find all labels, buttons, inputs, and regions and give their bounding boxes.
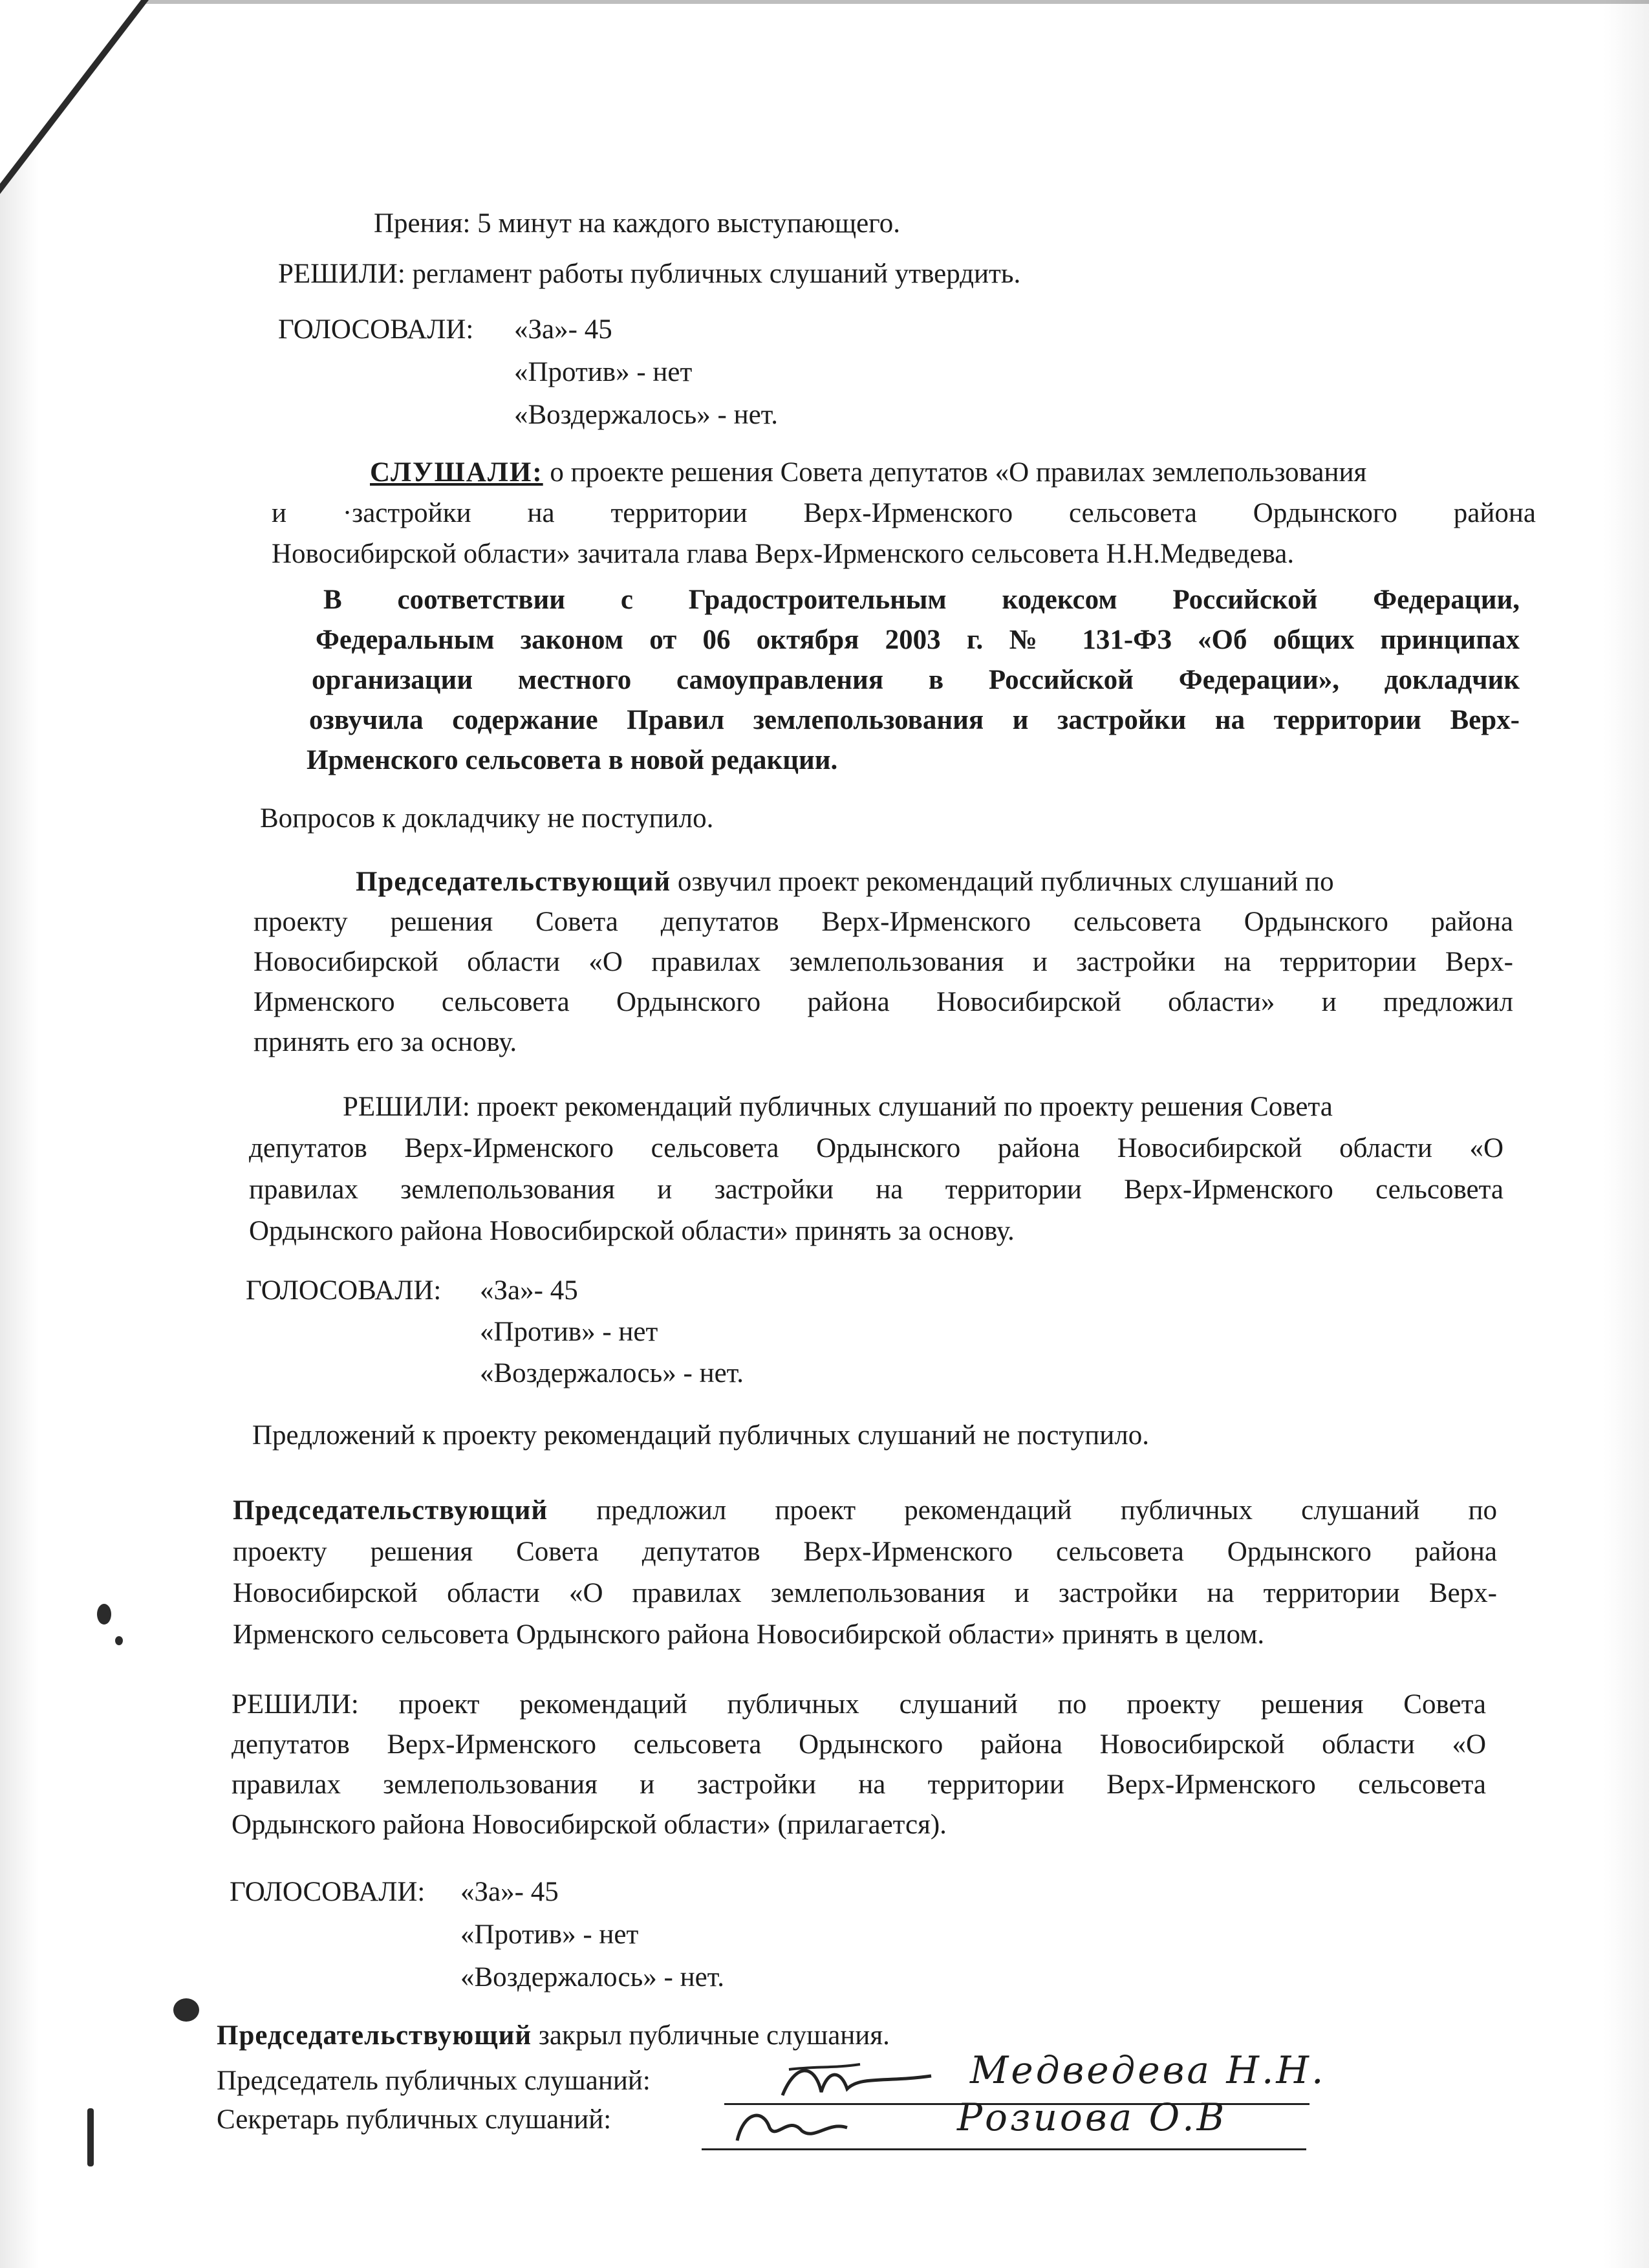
decision-regulation: РЕШИЛИ: регламент работы публичных слушаний утвердить. bbox=[278, 259, 1021, 289]
vote-label: ГОЛОСОВАЛИ: bbox=[230, 1877, 426, 1907]
secretary-signature-scribble bbox=[731, 2102, 860, 2154]
chair-signature-label: Председатель публичных слушаний: bbox=[217, 2066, 651, 2096]
ink-spot bbox=[87, 2108, 94, 2166]
chair-label: Председательствующий bbox=[356, 867, 671, 897]
vote-label: ГОЛОСОВАЛИ: bbox=[278, 314, 474, 345]
vote-for: «За»- 45 bbox=[480, 1275, 578, 1306]
vote-abstained: «Воздержалось» - нет. bbox=[460, 1962, 724, 1993]
chair-signature-scribble bbox=[776, 2057, 944, 2108]
vote-against: «Против» - нет bbox=[480, 1317, 658, 1347]
vote-against: «Против» - нет bbox=[460, 1919, 639, 1950]
vote-label: ГОЛОСОВАЛИ: bbox=[246, 1275, 442, 1306]
secretary-handwritten-name: Розиова О.В bbox=[957, 2095, 1227, 2139]
vote-for: «За»- 45 bbox=[514, 314, 612, 345]
ink-spot bbox=[115, 1636, 123, 1645]
heard-label: СЛУШАЛИ: bbox=[370, 457, 543, 488]
secretary-signature-label: Секретарь публичных слушаний: bbox=[217, 2104, 612, 2135]
closing-line: Председательствующий закрыл публичные слушания. bbox=[217, 2020, 890, 2051]
vote-for: «За»- 45 bbox=[460, 1877, 559, 1907]
no-questions: Вопросов к докладчику не поступило. bbox=[260, 803, 714, 834]
chair-label: Председательствующий bbox=[233, 1495, 548, 1526]
debate-rules: Прения: 5 минут на каждого выступающего. bbox=[374, 208, 900, 239]
chair-handwritten-name: Медведева Н.Н. bbox=[970, 2048, 1326, 2092]
ink-spot bbox=[173, 1998, 199, 2022]
vote-against: «Против» - нет bbox=[514, 357, 693, 387]
vote-abstained: «Воздержалось» - нет. bbox=[480, 1358, 744, 1388]
folded-corner-inner bbox=[0, 0, 141, 184]
scan-top-edge bbox=[0, 0, 1649, 4]
chair-label: Председательствующий bbox=[217, 2020, 532, 2051]
no-proposals: Предложений к проекту рекомендаций публичных слушаний не поступило. bbox=[252, 1420, 1149, 1451]
ink-spot bbox=[97, 1604, 111, 1625]
vote-abstained: «Воздержалось» - нет. bbox=[514, 400, 778, 430]
